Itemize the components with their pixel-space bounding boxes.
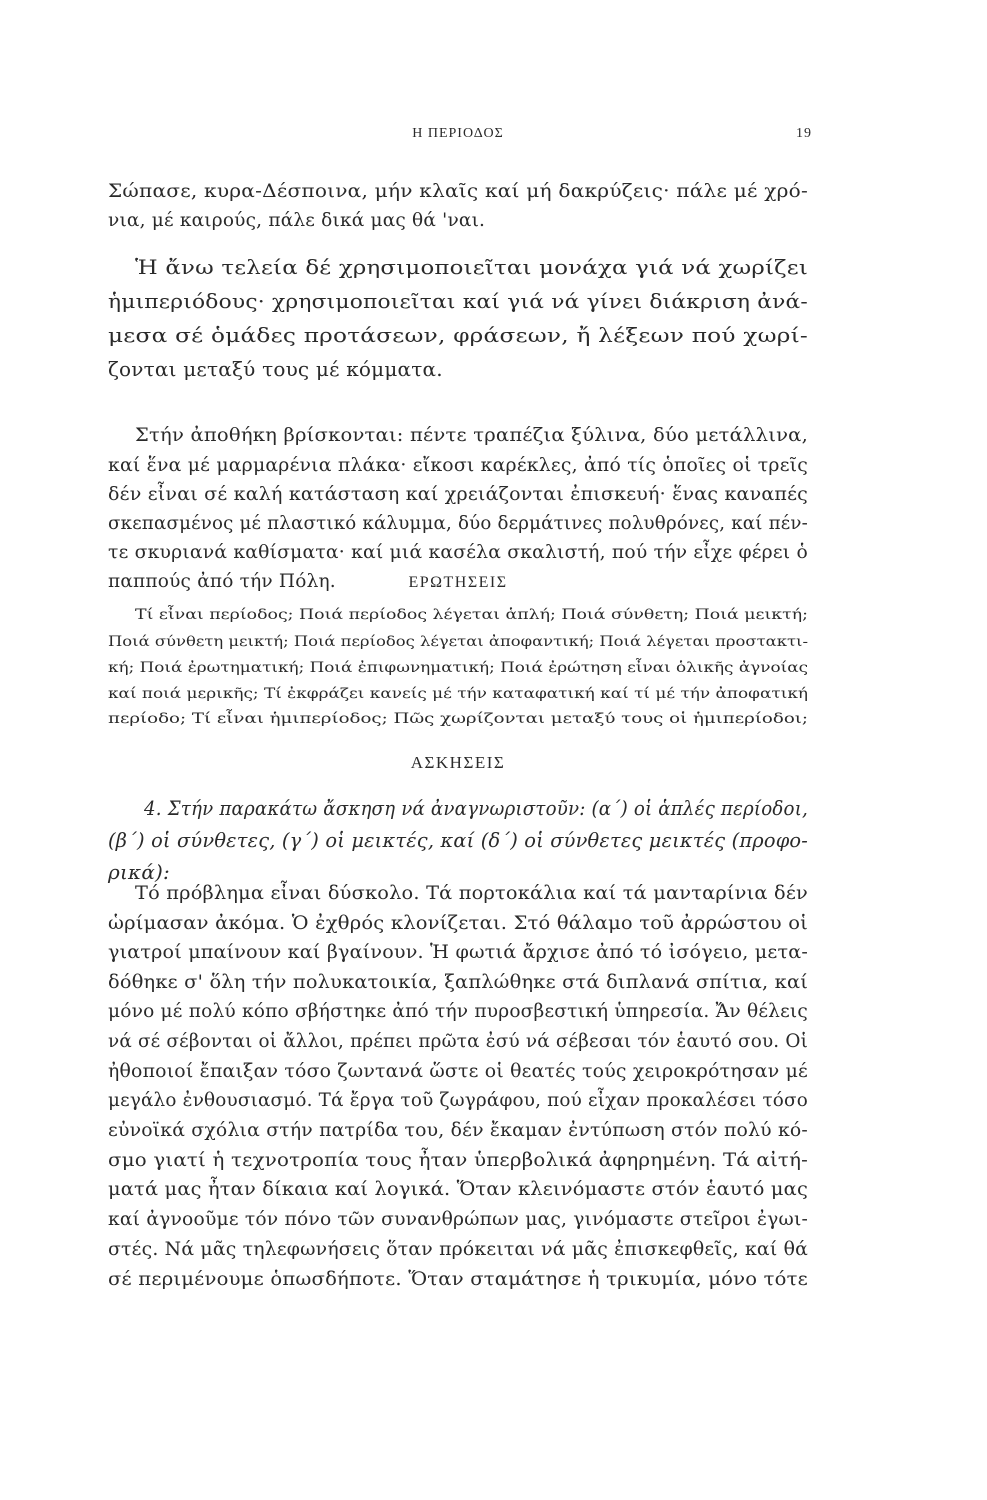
exercise-line: μόνο μέ πολύ κόπο σβήστηκε ἀπό τήν πυροσβεστική ὑπηρεσία. Ἄν θέλεις	[108, 1000, 808, 1022]
exercises-heading: ΑΣΚΗΣΕΙΣ	[410, 753, 506, 772]
running-title: Η ΠΕΡΙΟΔΟΣ	[412, 126, 504, 141]
question-line: περίοδο; Τί εἶναι ἡμιπερίοδος; Πῶς χωρίζονται μεταξύ τους οἱ ἡμιπερίοδοι;	[108, 711, 808, 727]
text-line: μεσα σέ ὁμάδες προτάσεων, φράσεων, ἤ λέξεων πού χωρί-	[108, 323, 808, 347]
question-line: Ποιά σύνθετη μεικτή; Ποιά περίοδος λέγεται ἀποφαντική; Ποιά λέγεται προστακτι-	[108, 634, 808, 650]
exercise-line: εὐνοϊκά σχόλια στήν πατρίδα του, δέν ἔκαμαν ἐντύπωση στόν πολύ κό-	[108, 1119, 808, 1141]
exercise-line: ὡρίμασαν ἀκόμα. Ὁ ἐχθρός κλονίζεται. Στό θάλαμο τοῦ ἀρρώστου οἱ	[108, 912, 809, 934]
page-number: 19	[796, 126, 812, 141]
question-line: κή; Ποιά ἐρωτηματική; Ποιά ἐπιφωνηματική; Ποιά ἐρώτηση εἶναι ὁλικῆς ἀγνοίας	[108, 660, 808, 676]
instruction-line: ρικά):	[108, 860, 170, 884]
exercise-line: γιατροί μπαίνουν καί βγαίνουν. Ἡ φωτιά ἄρχισε ἀπό τό ἰσόγειο, μετα-	[108, 941, 808, 963]
exercise-line: σέ περιμένουμε ὁπωσδήποτε. Ὅταν σταμάτησε ἡ τρικυμία, μόνο τότε	[108, 1268, 808, 1290]
text-line: σκεπασμένος μέ πλαστικό κάλυμμα, δύο δερμάτινες πολυθρόνες, καί πέν-	[108, 513, 808, 534]
question-line: Τί εἶναι περίοδος; Ποιά περίοδος λέγεται ἁπλή; Ποιά σύνθετη; Ποιά μεικτή;	[135, 607, 808, 623]
question-line: καί ποιά μερικῆς; Τί ἐκφράζει κανείς μέ τήν καταφατική καί τί μέ τήν ἀποφατική	[108, 686, 808, 702]
exercise-line: σμο γιατί ἡ τεχνοτροπία τους ἦταν ὑπερβολικά ἀφηρημένη. Τά αἰτή-	[108, 1149, 808, 1171]
exercise-line: καί ἀγνοοῦμε τόν πόνο τῶν συνανθρώπων μας, γινόμαστε στεῖροι ἐγωι-	[108, 1208, 808, 1230]
exercise-line: ματά μας ἦταν δίκαια καί λογικά. Ὅταν κλεινόμαστε στόν ἑαυτό μας	[108, 1178, 809, 1200]
text-line: καί ἕνα μέ μαρμαρένια πλάκα· εἴκοσι καρέκλες, ἀπό τίς ὁποῖες οἱ τρεῖς	[108, 455, 808, 476]
text-line: ζονται μεταξύ τους μέ κόμματα.	[108, 357, 443, 381]
instruction-line: (β΄) οἱ σύνθετες, (γ΄) οἱ μεικτές, καί (δ΄) οἱ σύνθετες μεικτές (προφο-	[108, 828, 808, 852]
text-line: Σώπασε, κυρα-Δέσποινα, μήν κλαῖς καί μή δακρύζεις· πάλε μέ χρό-	[108, 181, 808, 202]
questions-heading: ΕΡΩΤΗΣΕΙΣ	[408, 574, 508, 591]
text-line: Ἡ ἄνω τελεία δέ χρησιμοποιεῖται μονάχα γιά νά χωρίζει	[135, 255, 808, 279]
exercise-line: Τό πρόβλημα εἶναι δύσκολο. Τά πορτοκάλια καί τά μανταρίνια δέν	[135, 882, 808, 904]
instruction-line: 4. Στήν παρακάτω ἄσκηση νά ἀναγνωριστοῦν: (α΄) οἱ ἁπλές περίοδοι,	[144, 796, 808, 820]
exercise-line: μεγάλο ἐνθουσιασμό. Τά ἔργα τοῦ ζωγράφου, πού εἶχαν προκαλέσει τόσο	[108, 1089, 808, 1111]
text-line: νια, μέ καιρούς, πάλε δικά μας θά 'ναι.	[108, 210, 486, 231]
text-line: Στήν ἀποθήκη βρίσκονται: πέντε τραπέζια ξύλινα, δύο μετάλλινα,	[135, 425, 808, 446]
exercise-line: στές. Νά μᾶς τηλεφωνήσεις ὅταν πρόκειται νά μᾶς ἐπισκεφθεῖς, καί θά	[108, 1238, 808, 1260]
text-line: παππούς ἀπό τήν Πόλη.	[108, 571, 336, 592]
exercise-line: δόθηκε σ' ὅλη τήν πολυκατοικία, ξαπλώθηκε στά διπλανά σπίτια, καί	[108, 971, 809, 993]
text-line: δέν εἶναι σέ καλή κατάσταση καί χρειάζονται ἐπισκευή· ἕνας καναπές	[108, 484, 808, 505]
exercise-line: νά σέ σέβονται οἱ ἄλλοι, πρέπει πρῶτα ἐσύ νά σέβεσαι τόν ἑαυτό σου. Οἱ	[108, 1030, 808, 1052]
text-line: τε σκυριανά καθίσματα· καί μιά κασέλα σκαλιστή, πού τήν εἶχε φέρει ὁ	[108, 542, 808, 563]
text-line: ἡμιπεριόδους· χρησιμοποιεῖται καί γιά νά γίνει διάκριση ἀνά-	[108, 289, 808, 313]
exercise-line: ἠθοποιοί ἔπαιξαν τόσο ζωντανά ὥστε οἱ θεατές τούς χειροκρότησαν μέ	[108, 1060, 808, 1082]
